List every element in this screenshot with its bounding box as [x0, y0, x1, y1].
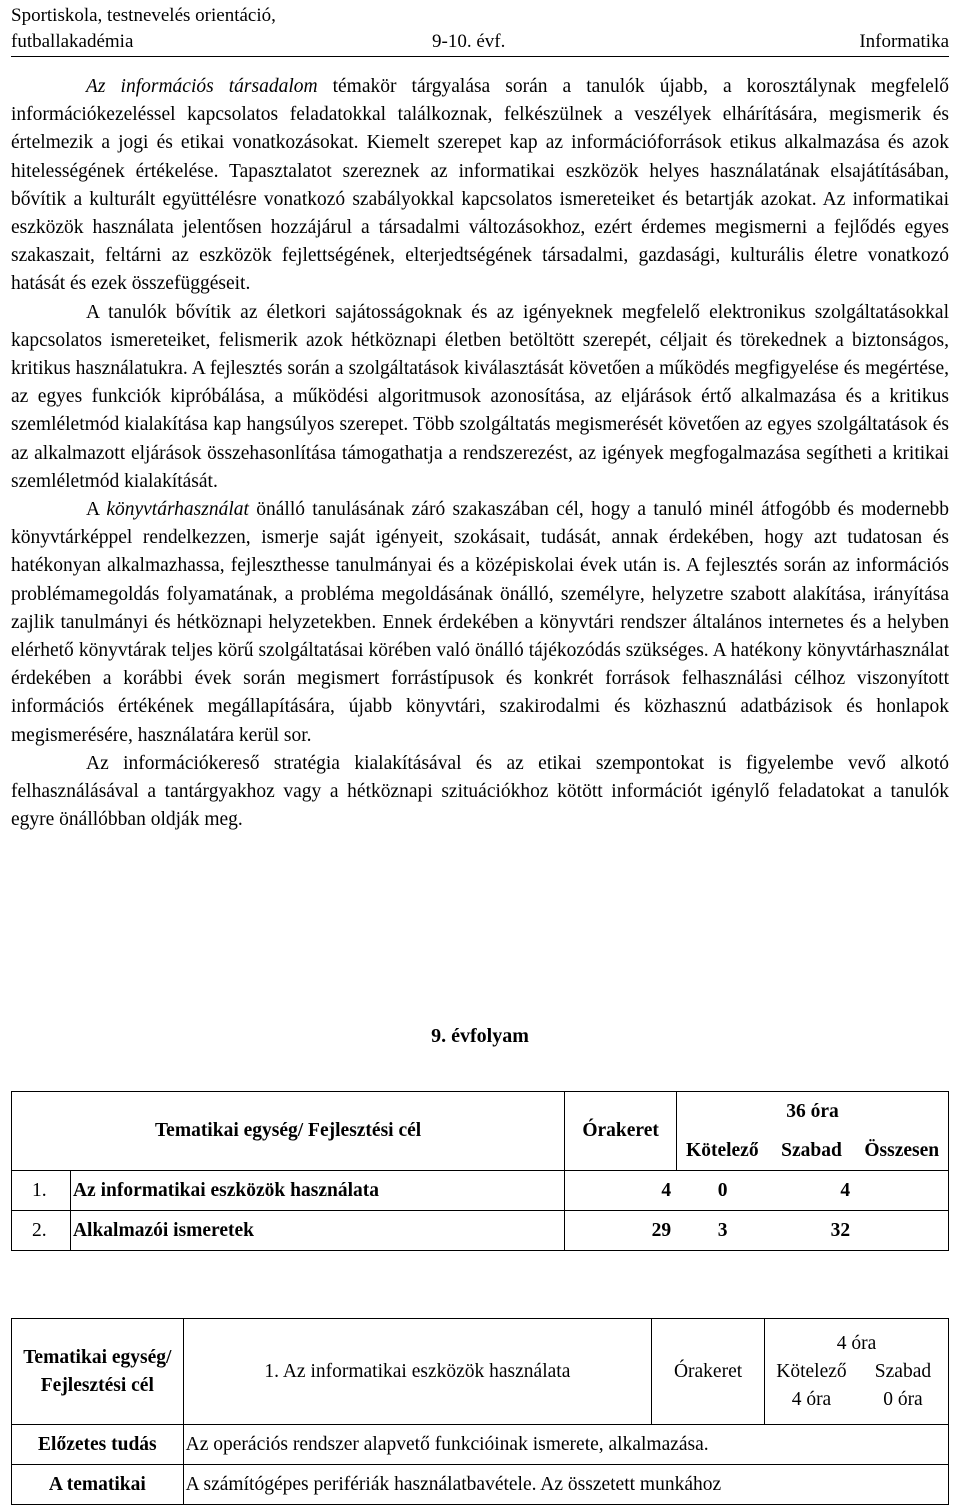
col-sum-header: Összesen — [856, 1131, 949, 1171]
row-free: 3 — [717, 1219, 728, 1241]
header-school-cont: futballakadémia — [11, 31, 134, 52]
free-value: 0 óra — [883, 1388, 923, 1410]
header-subject: Informatika — [859, 31, 949, 52]
col-topic-header: Tematikai egység/ Fejlesztési cél — [12, 1092, 565, 1171]
free-label: Szabad — [874, 1360, 932, 1382]
topic-label: Tematikai egység/ Fejlesztési cél — [12, 1319, 184, 1425]
prereq-label: Előzetes tudás — [12, 1425, 184, 1465]
paragraph-3 — [11, 496, 949, 750]
paragraph-3-lead: A — [86, 499, 107, 521]
topic-name: 1. Az informatikai eszközök használata — [183, 1319, 651, 1425]
total-hours: 36 óra — [677, 1092, 949, 1132]
row-values — [565, 1211, 949, 1251]
page-header — [11, 0, 949, 61]
paragraph-1 — [11, 73, 949, 299]
col-hours-header: Órakeret — [565, 1092, 677, 1171]
paragraph-4: Az információkereső stratégia kialakításával és az etikai szempontokat is figyelembe vevő alkotó felhasználásával a tantárgyakhoz vagy a hétköznapi szituációkhoz kötött információt igénylő feladatokat a tanulók egyre önállóbban oldják meg. — [11, 752, 949, 831]
col-free-header: Szabad — [768, 1131, 856, 1171]
row-number: 1. — [12, 1171, 71, 1211]
row-sum: 4 — [840, 1179, 851, 1201]
paragraph-1-text: témakör tárgyalása során a tanulók újabb, a korosztálynak megfelelő információkezeléssel kapcsolatos feladatokkal találkoznak, felkészülnek a veszélyek elhárítására, megismerik és értelmezik a jogi és etikai vonatkozásokat. Kiemelt szerepet kap az információforrások etikus alkalmazása és azok hitelességének értékelése. Tapasztalatot szereznek az informatikai eszközök helyes használatának elsajátításában, bővítik a kulturált együttélésre vonatkozó szabályokkal kapcsolatos ismereteiket és betartják azokat. Az informatikai eszközök használata jelentősen hozzájárul a társadalmi változásokhoz, ezért érdemes megismerni a fejlődés egyes szakaszait, feltárni az eszközök fejlettségének, elterjedtségének társadalmi, gazdasági, kulturális életre vonatkozó hatását és ezek összefüggéseit. — [11, 76, 950, 295]
paragraph-2: A tanulók bővítik az életkori sajátosságoknak és az igényeknek megfelelő elektronikus szolgáltatásokkal kapcsolatos ismereteiket, felismerik azok hétköznapi életben betöltött szerepét, céljait és törekednek a biztonságos, kritikus használatukra. A fejlesztés során a szolgáltatások kiválasztását követően a működés megfigyelése és megértése, az egyes funkciók kipróbálása, a működési algoritmusok azonosítása, az eljárások értő alkalmazása és a kritikus szemléletmód kialakítása kap hangsúlyos szerepet. Több szolgáltatás megismerését követően az egyes szolgáltatások és az alkalmazott eljárások összehasonlítása támogathatja a rendszerezést, az igények megfogalmazása segítheti a kritikai szemléletmód kialakítását. — [11, 301, 949, 492]
row-name: Alkalmazói ismeretek — [70, 1211, 564, 1251]
row-values — [565, 1171, 949, 1211]
table-row — [12, 1171, 949, 1211]
header-rule — [11, 56, 949, 57]
term-information-society: Az információs társadalom — [86, 76, 318, 97]
row-free: 0 — [717, 1179, 728, 1201]
row-mandatory: 4 — [661, 1179, 672, 1201]
row-number: 2. — [12, 1211, 71, 1251]
hours-total: 4 óra — [836, 1332, 877, 1354]
hours-breakdown — [764, 1319, 948, 1425]
paragraph-3-text: önálló tanulásának záró szakaszában cél, hogy a tanuló minél átfogóbb és modernebb könyvtárképpel rendelkezzen, ismerje saját igényeit, szokásait, tudását, annak érdekében, hogy azt tudatosan és hatékonyan alkalmazhassa, fejleszthesse tanulmányai és a középiskolai évek után is. A fejlesztés során az információs problémamegoldás folyamatának, a probléma megoldásának önálló, személyre, helyzetre szabott alakítása, irányítása zajlik tanulmányi és hétköznapi helyzetekben. Ennek érdekében a könyvtári rendszer általános internetes és a helyben elérhető könyvtárak teljes körű szolgáltatásai körében való önálló tájékozódás szükséges. A hatékony könyvtárhasználat érdekében a korábbi évek során megismert forrástípusok és konkrét források felhasználási célhoz viszonyított információs értékének megállapítására, újabb könyvtári, szakirodalmi és közhasznú adatbázisok és honlapok megismerésére, használatára kerül sor. — [11, 499, 949, 746]
section-title: 9. évfolyam — [431, 1025, 529, 1047]
header-grade: 9-10. évf. — [432, 31, 506, 52]
mandatory-value: 4 óra — [791, 1388, 832, 1410]
term-library-use: könyvtárhasználat — [106, 499, 249, 521]
table-row — [12, 1211, 949, 1251]
body-text — [11, 73, 949, 834]
mandatory-label: Kötelező — [776, 1360, 847, 1382]
document-page — [11, 0, 949, 834]
hours-summary-table — [11, 1091, 949, 1251]
row-mandatory: 29 — [651, 1219, 672, 1241]
col-mandatory-header: Kötelező — [677, 1131, 768, 1171]
row-name: Az informatikai eszközök használata — [70, 1171, 564, 1211]
header-school: Sportiskola, testnevelés orientáció, — [11, 5, 276, 26]
topic-detail-table — [11, 1318, 949, 1505]
prereq-value: Az operációs rendszer alapvető funkcióinak ismerete, alkalmazása. — [183, 1425, 948, 1465]
purpose-label: A tematikai — [12, 1465, 184, 1505]
purpose-value: A számítógépes perifériák használatbavétele. Az összetett munkához — [183, 1465, 948, 1505]
row-sum: 32 — [830, 1219, 851, 1241]
hours-label: Órakeret — [652, 1319, 765, 1425]
